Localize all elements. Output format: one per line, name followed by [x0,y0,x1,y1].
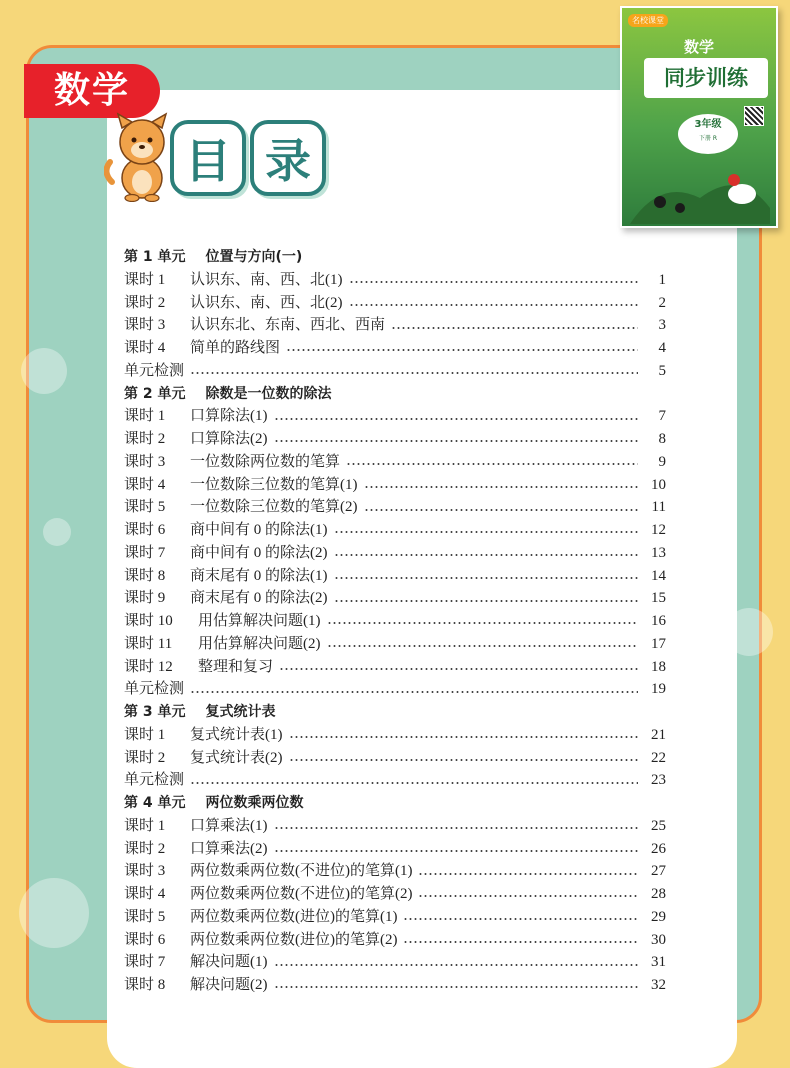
page-number: 1 [658,271,666,288]
title-char-2: 录 [250,120,326,196]
lesson-label: 课时 1 [124,408,166,425]
decor-bubble [43,518,71,546]
toc-lesson [124,428,666,451]
lesson-label: 课时 1 [124,726,166,743]
leader-dots [274,986,639,988]
lesson-label: 课时 11 [124,635,173,652]
leader-dots [286,349,638,351]
page-number: 19 [651,681,666,698]
toc-lesson [124,269,666,292]
toc-lesson [124,496,666,519]
lesson-label: 课时 3 [124,317,166,334]
unit-name: 复式统计表 [205,704,276,720]
lesson-name: 口算除法(1) [190,408,268,425]
lesson-label: 课时 8 [124,567,166,584]
toc-lesson [124,405,666,428]
toc-lesson [124,292,666,315]
toc-unit-heading [124,792,666,815]
lesson-label: 课时 5 [124,499,166,516]
toc-lesson [124,724,666,747]
book-term: 下册 R [698,135,718,142]
lesson-name: 一位数除三位数的笔算(1) [190,476,358,493]
book-grade [678,114,738,154]
toc-lesson [124,565,666,588]
leader-dots [364,486,639,488]
leader-dots [289,736,639,738]
page-number: 25 [651,817,666,834]
lesson-label: 课时 1 [124,271,166,288]
lesson-name: 一位数除两位数的笔算 [190,453,341,470]
toc-unit-heading [124,701,666,724]
decor-bubble [21,348,67,394]
leader-dots [274,827,639,829]
leader-dots [349,281,639,283]
page-number: 3 [658,317,666,334]
lesson-name: 解决问题(1) [190,954,268,971]
page-number: 32 [651,977,666,993]
page-number: 9 [658,453,666,470]
qr-code-icon [744,106,764,126]
lesson-label: 课时 2 [124,431,166,447]
leader-dots [327,622,639,624]
lesson-name: 商末尾有 0 的除法(2) [190,590,328,607]
lesson-label: 课时 6 [124,931,166,948]
lesson-label: 课时 12 [124,658,173,675]
page-number: 15 [651,590,666,607]
toc-lesson [124,610,666,633]
lesson-label: 课时 6 [124,522,166,538]
book-cover [620,6,778,228]
leader-dots [403,918,638,920]
leader-dots [289,759,639,761]
page-number: 16 [651,613,666,629]
table-of-contents [124,246,666,997]
page-number: 22 [651,749,666,766]
page-number: 14 [651,567,666,584]
lesson-label: 课时 4 [124,340,166,356]
lesson-name: 商中间有 0 的除法(2) [190,544,328,561]
toc-lesson [124,974,666,997]
toc-unit-test [124,678,666,701]
leader-dots [364,509,639,511]
lesson-label: 课时 2 [124,749,166,766]
page-number: 31 [651,954,666,971]
toc-lesson [124,337,666,360]
unit-name: 位置与方向(一) [205,249,303,265]
toc-unit-heading [124,246,666,269]
subject-tag: 数学 [24,64,160,118]
lesson-name: 口算乘法(2) [190,840,268,857]
book-badge: 名校课堂 [628,14,668,27]
lesson-name: 认识东、南、西、北(1) [190,271,343,288]
leader-dots [279,668,638,670]
lesson-name: 简单的路线图 [190,340,281,356]
unit-label: 第 4 单元 [124,795,186,811]
lesson-label: 课时 8 [124,977,166,993]
leader-dots [190,691,638,693]
toc-lesson [124,314,666,337]
page-number: 28 [651,886,666,902]
toc-lesson [124,815,666,838]
lesson-label: 课时 2 [124,294,166,311]
toc-lesson [124,951,666,974]
page-number: 21 [651,726,666,743]
toc-lesson [124,519,666,542]
lesson-label: 课时 9 [124,590,166,607]
leader-dots [334,600,639,602]
toc-lesson [124,633,666,656]
leader-dots [418,895,638,897]
toc-lesson [124,883,666,906]
unit-label: 第 1 单元 [124,249,186,265]
leader-dots [274,850,639,852]
page-number: 13 [651,544,666,561]
unit-name: 两位数乘两位数 [205,795,304,811]
leader-dots [327,645,639,647]
toc-lesson [124,474,666,497]
lesson-label: 课时 3 [124,863,166,880]
leader-dots [391,327,638,329]
lesson-label: 课时 1 [124,817,166,834]
page-number: 11 [651,499,666,516]
page-number: 5 [658,362,666,379]
lesson-label: 课时 10 [124,613,173,629]
lesson-label: 课时 4 [124,886,166,902]
lesson-label: 课时 5 [124,908,166,925]
toc-lesson [124,747,666,770]
lesson-label: 课时 4 [124,476,166,493]
page-number: 7 [658,408,666,425]
leader-dots [274,964,639,966]
unit-label: 第 3 单元 [124,704,186,720]
leader-dots [190,782,638,784]
leader-dots [346,463,638,465]
toc-unit-test [124,360,666,383]
leader-dots [403,941,638,943]
leader-dots [349,304,639,306]
toc-unit-test [124,769,666,792]
toc-lesson [124,656,666,679]
page-number: 2 [658,294,666,311]
toc-lesson [124,451,666,474]
lesson-name: 解决问题(2) [190,977,268,993]
lesson-label: 课时 2 [124,840,166,857]
leader-dots [190,372,638,374]
lesson-name: 认识东北、东南、西北、西南 [190,317,386,334]
lesson-name: 两位数乘两位数(进位)的笔算(1) [190,908,398,925]
toc-lesson [124,542,666,565]
page-number: 8 [658,431,666,447]
toc-lesson [124,860,666,883]
title-char-1: 目 [170,120,246,196]
unit-test-label: 单元检测 [124,772,185,789]
toc-lesson [124,906,666,929]
lesson-name: 复式统计表(2) [190,749,283,766]
lesson-name: 用估算解决问题(1) [198,613,321,629]
leader-dots [274,418,639,420]
toc-lesson [124,929,666,952]
page-number: 26 [651,840,666,857]
leader-dots [334,577,639,579]
lesson-name: 商末尾有 0 的除法(1) [190,567,328,584]
lesson-name: 两位数乘两位数(进位)的笔算(2) [190,931,398,948]
page-number: 30 [651,931,666,948]
page-number: 10 [651,476,666,493]
leader-dots [334,554,639,556]
lesson-name: 整理和复习 [198,658,274,675]
leader-dots [334,531,639,533]
lesson-name: 口算除法(2) [190,431,268,447]
lesson-name: 一位数除三位数的笔算(2) [190,499,358,516]
book-subject: 数学 [683,38,714,56]
toc-unit-heading [124,383,666,406]
toc-lesson [124,838,666,861]
book-grade-text: 3年级 [694,119,722,130]
unit-label: 第 2 单元 [124,385,186,402]
decor-bubble [19,878,89,948]
lesson-label: 课时 7 [124,544,166,561]
page-number: 27 [651,863,666,880]
page-number: 4 [658,340,666,356]
lesson-name: 两位数乘两位数(不进位)的笔算(2) [190,886,413,902]
lesson-name: 复式统计表(1) [190,726,283,743]
page-number: 17 [651,635,666,652]
unit-test-label: 单元检测 [124,681,185,698]
leader-dots [418,873,638,875]
unit-test-label: 单元检测 [124,362,185,379]
lesson-name: 用估算解决问题(2) [198,635,321,652]
lesson-name: 两位数乘两位数(不进位)的笔算(1) [190,863,413,880]
forest-illustration-icon [630,158,770,224]
lesson-label: 课时 7 [124,954,166,971]
lesson-name: 认识东、南、西、北(2) [190,294,343,311]
unit-name: 除数是一位数的除法 [205,385,332,402]
toc-lesson [124,587,666,610]
lesson-label: 课时 3 [124,453,166,470]
dog-mascot-icon [104,112,178,202]
page-number: 18 [651,658,666,675]
leader-dots [274,440,639,442]
page-number: 12 [651,522,666,538]
lesson-name: 口算乘法(1) [190,817,268,834]
lesson-name: 商中间有 0 的除法(1) [190,522,328,538]
page-number: 23 [651,772,666,789]
page-number: 29 [651,908,666,925]
book-title: 同步训练 [644,58,768,98]
